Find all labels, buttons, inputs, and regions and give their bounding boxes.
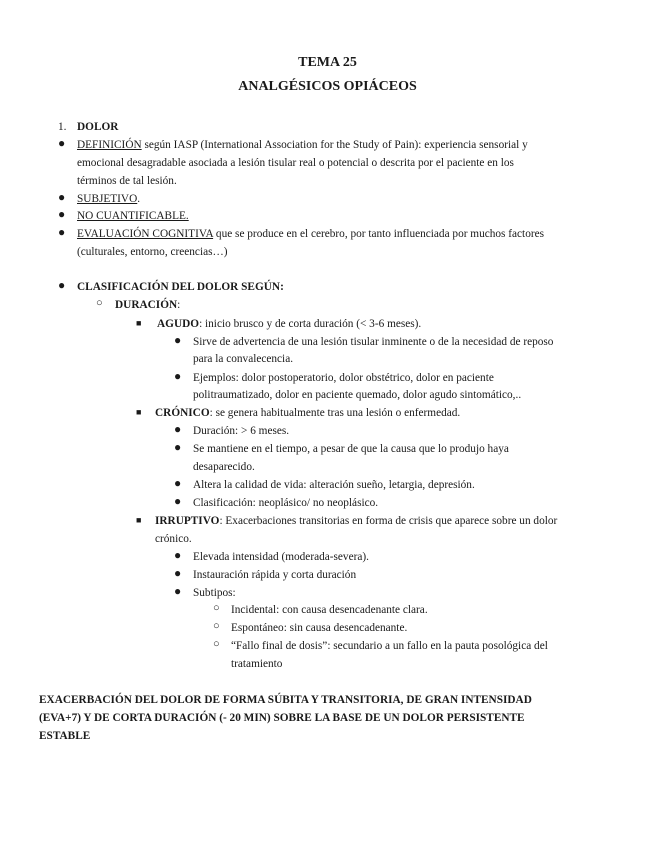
agudo-item-1-line2: para la convalecencia. [193,353,294,365]
clasificacion-heading: CLASIFICACIÓN DEL DOLOR SEGÚN: [77,281,284,293]
definicion-label: DEFINICIÓN [77,139,142,151]
bullet-disc-icon: ● [174,333,182,347]
agudo-item-2-line1: Ejemplos: dolor postoperatorio, dolor obstétrico, dolor en paciente [193,372,494,384]
bullet-disc-icon: ● [58,136,66,150]
cronico-label: CRÓNICO [155,407,210,419]
bullet-circle-icon: ○ [213,602,220,614]
section-heading: DOLOR [77,121,119,133]
duracion-suffix: : [177,299,181,311]
irruptivo-label: IRRUPTIVO [155,515,220,527]
definicion-line1 [77,136,528,154]
subjetivo-label: SUBJETIVO [77,193,138,205]
bullet-circle-icon: ○ [213,638,220,650]
bullet-disc-icon: ● [174,440,182,454]
bullet-disc-icon: ● [174,494,182,508]
subtipo-incidental: Incidental: con causa desencadenante clara. [231,604,428,616]
evaluacion-label: EVALUACIÓN COGNITIVA [77,228,214,240]
bullet-disc-icon: ● [58,225,66,239]
bullet-square-icon: ■ [136,407,142,417]
evaluacion-line1 [77,225,544,243]
agudo-item-2-line2: politraumatizado, dolor en paciente quemado, dolor agudo sintomático,.. [193,389,522,401]
subtipo-espontaneo: Espontáneo: sin causa desencadenante. [231,622,408,634]
page-title: TEMA 25 [298,55,357,70]
exacerbacion-line2: (EVA+7) Y DE CORTA DURACIÓN (- 20 MIN) SOBRE LA BASE DE UN DOLOR PERSISTENTE [39,712,525,724]
agudo-text: : inicio brusco y de corta duración (< 3-6 meses). [199,318,422,330]
irruptivo-text: : Exacerbaciones transitorias en forma de crisis que aparece sobre un dolor [219,515,558,527]
bullet-disc-icon: ● [174,369,182,383]
no-cuantificable-item: NO CUANTIFICABLE. [77,210,189,222]
bullet-square-icon: ■ [136,318,142,328]
irruptivo-item-1: Elevada intensidad (moderada-severa). [193,551,369,563]
bullet-disc-icon: ● [58,207,66,221]
bullet-circle-icon: ○ [96,297,103,309]
bullet-disc-icon: ● [174,548,182,562]
definicion-text: según IASP (International Association for the Study of Pain): experiencia sensorial y [141,139,528,151]
irruptivo-item-2: Instauración rápida y corta duración [193,569,357,581]
cronico-item-3: Altera la calidad de vida: alteración sueño, letargia, depresión. [193,479,475,491]
bullet-disc-icon: ● [174,476,182,490]
bullet-disc-icon: ● [58,278,66,292]
exacerbacion-line1: EXACERBACIÓN DEL DOLOR DE FORMA SÚBITA Y TRANSITORIA, DE GRAN INTENSIDAD [39,694,532,706]
cronico-item-2-line1: Se mantiene en el tiempo, a pesar de que la causa que lo produjo haya [193,443,509,455]
exacerbacion-line3: ESTABLE [39,730,91,742]
bullet-circle-icon: ○ [213,620,220,632]
bullet-square-icon: ■ [136,515,142,525]
bullet-disc-icon: ● [174,584,182,598]
cronico-heading [155,404,460,422]
bullet-disc-icon: ● [174,422,182,436]
irruptivo-item-3: Subtipos: [193,587,236,599]
subjetivo-item [77,190,140,208]
duracion-heading [115,296,180,314]
cronico-item-1: Duración: > 6 meses. [193,425,290,437]
evaluacion-text: que se produce en el cerebro, por tanto influenciada por muchos factores [213,228,545,240]
definicion-line2: emocional desagradable asociada a lesión tisular real o potencial o descrita por el paciente en los [77,157,514,169]
bullet-disc-icon: ● [58,190,66,204]
cronico-item-2-line2: desaparecido. [193,461,255,473]
section-number: 1. [58,121,67,133]
subjetivo-suffix: . [137,193,141,205]
agudo-label: AGUDO [157,318,200,330]
page-subtitle: ANALGÉSICOS OPIÁCEOS [238,79,417,94]
evaluacion-line2: (culturales, entorno, creencias…) [77,246,228,258]
duracion-label: DURACIÓN [115,299,178,311]
subtipo-fallo-line2: tratamiento [231,658,283,670]
definicion-line3: términos de tal lesión. [77,175,177,187]
cronico-text: : se genera habitualmente tras una lesión o enfermedad. [209,407,461,419]
agudo-heading [157,315,421,333]
irruptivo-heading [155,512,557,530]
irruptivo-line2: crónico. [155,533,192,545]
bullet-disc-icon: ● [174,566,182,580]
cronico-item-4: Clasificación: neoplásico/ no neoplásico. [193,497,379,509]
agudo-item-1-line1: Sirve de advertencia de una lesión tisular inminente o de la necesidad de reposo [193,336,554,348]
subtipo-fallo-line1: “Fallo final de dosis”: secundario a un fallo en la pauta posológica del [231,640,548,652]
